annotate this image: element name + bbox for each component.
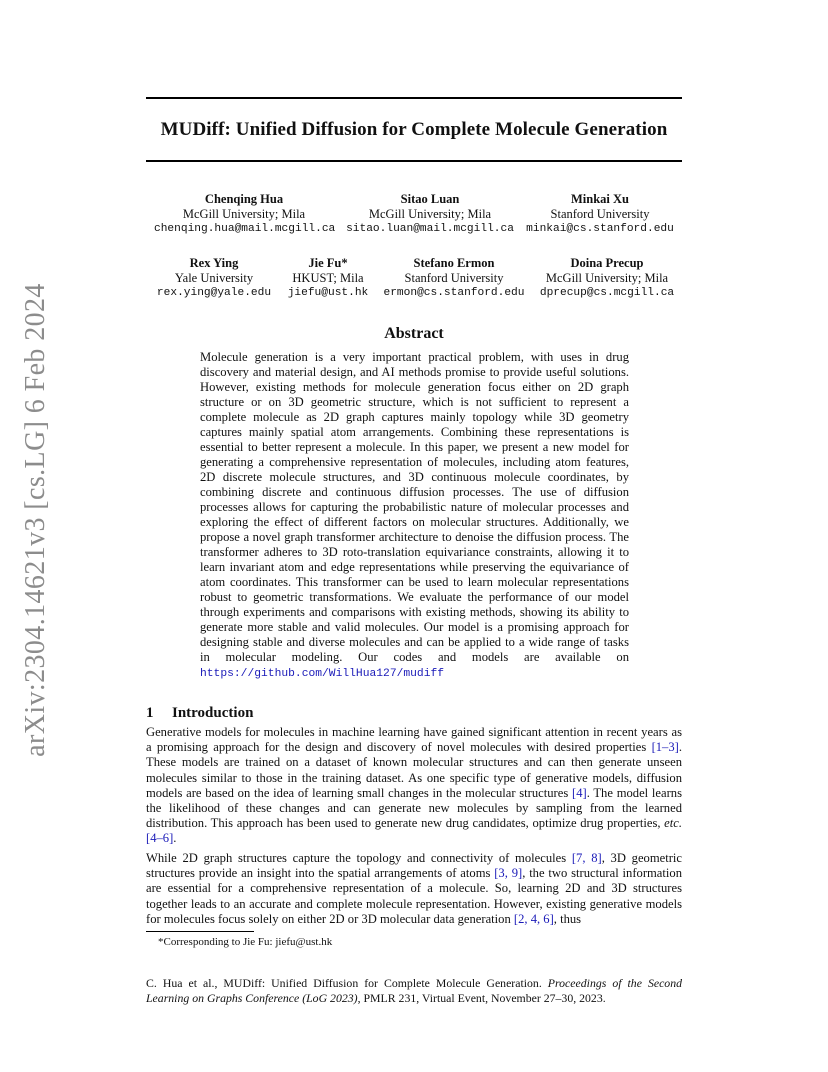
abstract-heading: Abstract xyxy=(384,325,444,342)
author-block xyxy=(532,256,682,301)
author-affiliation: Stanford University xyxy=(404,271,504,285)
author-name: Minkai Xu xyxy=(570,192,629,206)
intro-paragraph-1: Generative models for molecules in machine learning have gained significant attention in recent years as a promising approach for the design and discovery of novel molecules with desired properties [1–3]. These models are trained on a dataset of known molecular structures and can then generate unseen molecules similar to those in the training dataset. As one specific type of generative models, diffusion models are based on the idea of learning small changes in the molecular structures [4]. The model learns the likelihood of these changes and can generate new molecules by sampling from the learned distribution. This approach has been used to generate new drug candidates, optimize drug properties, etc.[4–6]. xyxy=(146,725,682,846)
author-email[interactable]: minkai@cs.stanford.edu xyxy=(526,223,674,235)
section-title: Introduction xyxy=(172,705,254,721)
author-name: Chenqing Hua xyxy=(204,192,284,206)
section-number: 1 xyxy=(146,705,154,721)
author-name: Jie Fu* xyxy=(308,256,348,270)
citation-link[interactable]: [7, 8] xyxy=(571,851,602,865)
paper-title: MUDiff: Unified Diffusion for Complete Molecule Generation xyxy=(160,119,668,140)
citation-link[interactable]: [4] xyxy=(572,785,587,800)
footnote: *Corresponding to Jie Fu: jiefu@ust.hk xyxy=(158,936,333,948)
author-name: Stefano Ermon xyxy=(413,256,495,270)
author-affiliation: Yale University xyxy=(174,271,254,285)
author-affiliation: Stanford University xyxy=(550,207,650,221)
author-email[interactable]: rex.ying@yale.edu xyxy=(156,287,272,299)
author-block xyxy=(380,256,528,301)
author-name: Doina Precup xyxy=(570,256,644,270)
author-email[interactable]: sitao.luan@mail.mcgill.ca xyxy=(346,223,514,235)
author-affiliation: McGill University; Mila xyxy=(182,207,306,221)
author-name: Rex Ying xyxy=(189,256,239,270)
author-block xyxy=(520,192,680,237)
citation-link[interactable]: [2, 4, 6] xyxy=(513,911,554,926)
author-block xyxy=(340,192,520,237)
author-affiliation: McGill University; Mila xyxy=(368,207,492,221)
author-email[interactable]: jiefu@ust.hk xyxy=(287,287,369,299)
author-email[interactable]: dprecup@cs.mcgill.ca xyxy=(539,287,675,299)
section-heading xyxy=(146,705,253,722)
abstract-body xyxy=(200,350,629,682)
author-name: Sitao Luan xyxy=(400,192,460,206)
author-block xyxy=(154,192,334,237)
venue: Proceedings of the Second Learning on Graphs Conference (LoG 2023) xyxy=(146,976,683,1005)
abstract-text: Molecule generation is a very important practical problem, with uses in drug discovery and material design, and AI methods promise to provide useful solutions. However, existing methods for molecule generation focus either on 2D graph structure or on 3D geometric structure, which is not sufficient to represent a complete molecule as 2D graph captures mainly topology while 3D geometry captures mainly spatial atom arrangements. Combining these representations is essential to better represent a molecule. In this paper, we present a new model for generating a comprehensive representation of molecules, including atom features, 2D discrete molecule structures, and 3D continuous molecule coordinates, by combining discrete and continuous diffusion processes. The use of diffusion processes allows for capturing the probabilistic nature of molecular processes and exploring the effect of different factors on molecular structures. Additionally, we propose a novel graph transformer architecture to denoise the diffusion process. The transformer adheres to 3D roto-translation equivariance constraints, allowing it to learn invariant atom and edge representations while preserving the equivariance of atom coordinates. This transformer can be used to learn molecular representations robust to geometric transformations. We evaluate the performance of our model through experiments and comparisons with existing methods, showing its ability to generate more stable and valid molecules. Our model is a promising approach for designing stable and diverse molecules and can be applied to a wide range of tasks in molecular modeling. Our codes and models are available on xyxy=(200,350,629,664)
author-affiliation: McGill University; Mila xyxy=(545,271,669,285)
citation-link[interactable]: [3, 9] xyxy=(494,866,523,881)
footnote-rule xyxy=(146,931,254,932)
author-block xyxy=(152,256,276,301)
author-affiliation: HKUST; Mila xyxy=(292,271,364,285)
code-link[interactable]: https://github.com/WillHua127/mudiff xyxy=(200,668,445,680)
citation-footer: C. Hua et al., MUDiff: Unified Diffusion for Complete Molecule Generation. Proceedings of the Second Learning on Graphs Conference (LoG 2023), PMLR 231, Virtual Event, November 27–30, 2023. xyxy=(146,976,683,1005)
citation-link[interactable]: [4–6] xyxy=(146,831,174,846)
citation-link[interactable]: [1–3] xyxy=(651,740,679,755)
author-block xyxy=(280,256,376,301)
title-bottom-rule xyxy=(146,160,682,162)
author-email[interactable]: chenqing.hua@mail.mcgill.ca xyxy=(154,223,336,235)
title-top-rule xyxy=(146,97,682,99)
intro-paragraph-2: While 2D graph structures capture the topology and connectivity of molecules [7, 8], 3D geometric structures provide an insight into the spatial arrangements of atoms [3, 9], the two structural information are essential for a comprehensive representation of a molecule. So, learning 2D and 3D structures together leads to an accurate and complete molecule representation. However, existing generative models for molecules focus solely on either 2D or 3D molecular data generation [2, 4, 6], thus xyxy=(146,851,683,926)
author-email[interactable]: ermon@cs.stanford.edu xyxy=(383,287,525,299)
